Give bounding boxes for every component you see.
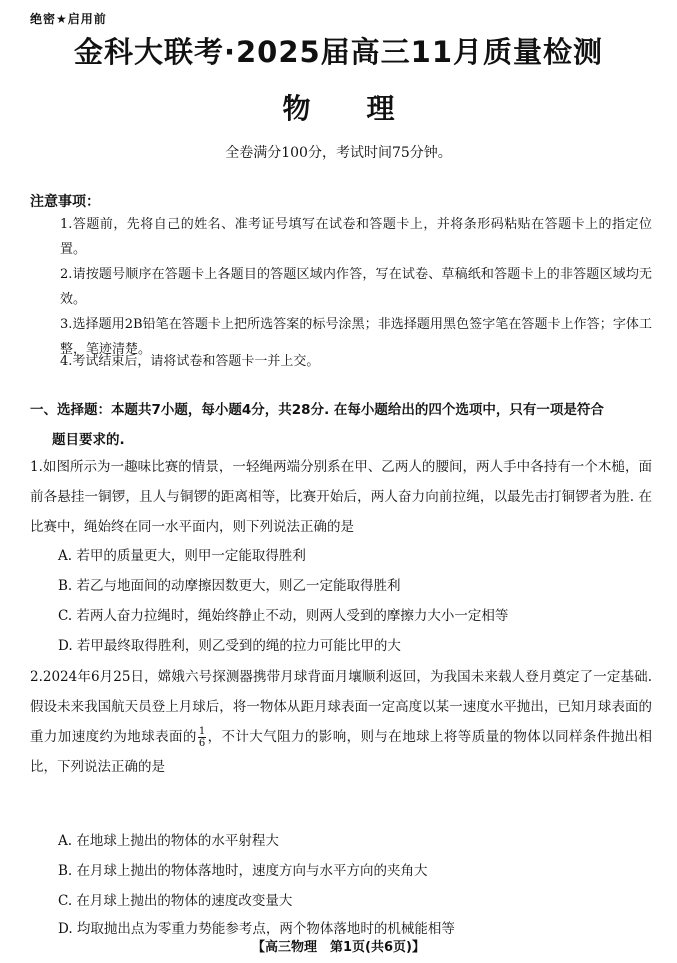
page-footer: 【高三物理 第1页(共6页)】 xyxy=(252,940,425,955)
notice-heading: 注意事项： xyxy=(30,194,100,210)
subject-char-2: 理 xyxy=(366,92,395,125)
question-1-option-d: D. 若甲最终取得胜利，则乙受到的绳的拉力可能比甲的大 xyxy=(58,638,401,654)
question-2-stem-before: 2.2024年6月25日，嫦娥六号探测器携带月球背面月壤顺利返回，为我国未来载人登月奠定了一定基础. 假设未来我国航天员登上月球后，将一物体从距月球表面一定高度以某一速度水平抛出，已知月球表面的重力加速度约为地球表面的 xyxy=(30,669,652,745)
section-heading xyxy=(30,395,650,455)
fraction-one-sixth xyxy=(198,726,206,749)
question-2-option-a: A. 在地球上抛出的物体的水平射程大 xyxy=(58,833,279,849)
confidential-label: 绝密★启用前 xyxy=(30,12,107,26)
question-2-option-c: C. 在月球上抛出的物体的速度改变量大 xyxy=(58,893,293,909)
notice-item-3: 3.选择题用2B铅笔在答题卡上把所选答案的标号涂黑；非选择题用黑色签字笔在答题卡上作答；字体工整，笔迹清楚。 xyxy=(60,317,652,357)
section-heading-line1: 一、选择题：本题共7小题，每小题4分，共28分. 在每小题给出的四个选项中，只有一项是符合 xyxy=(30,402,604,418)
question-2-stem-after: ，不计大气阻力的影响，则与在地球上将等质量的物体以同样条件抛出相比，下列说法正确的是 xyxy=(30,729,653,775)
score-time-line: 全卷满分100分，考试时间75分钟。 xyxy=(225,145,452,161)
subject-char-1: 物 xyxy=(282,92,311,125)
notice-item-2: 2.请按题号顺序在答题卡上各题目的答题区域内作答，写在试卷、草稿纸和答题卡上的非答题区域均无效。 xyxy=(60,267,652,307)
question-1-option-c: C. 若两人奋力拉绳时，绳始终静止不动，则两人受到的摩擦力大小一定相等 xyxy=(58,608,509,624)
exam-title: 金科大联考·2025届高三11月质量检测 xyxy=(73,35,604,69)
notice-item-4: 4.考试结束后，请将试卷和答题卡一并上交。 xyxy=(60,354,320,369)
question-1-stem: 1.如图所示为一趣味比赛的情景，一轻绳两端分别系在甲、乙两人的腰间，两人手中各持有一个木槌，面前各悬挂一铜锣，且人与铜锣的距离相等，比赛开始后，两人奋力向前拉绳，以最先击打铜锣者为胜. 在比赛中，绳始终在同一水平面内，则下列说法正确的是 xyxy=(30,459,652,535)
question-2-option-b: B. 在月球上抛出的物体落地时，速度方向与水平方向的夹角大 xyxy=(58,863,428,879)
question-1-option-a: A. 若甲的质量更大，则甲一定能取得胜利 xyxy=(58,548,306,564)
question-2-option-d: D. 均取抛出点为零重力势能参考点，两个物体落地时的机械能相等 xyxy=(58,921,455,937)
notice-item-1: 1.答题前，先将自己的姓名、准考证号填写在试卷和答题卡上，并将条形码粘贴在答题卡上的指定位置。 xyxy=(60,217,652,257)
fraction-numerator: 1 xyxy=(198,726,206,737)
subject-title xyxy=(0,87,677,127)
question-1-option-b: B. 若乙与地面间的动摩擦因数更大，则乙一定能取得胜利 xyxy=(58,578,401,594)
question-2-stem xyxy=(30,662,652,782)
fraction-denominator: 6 xyxy=(198,738,206,749)
section-heading-line2: 题目要求的. xyxy=(52,432,125,448)
